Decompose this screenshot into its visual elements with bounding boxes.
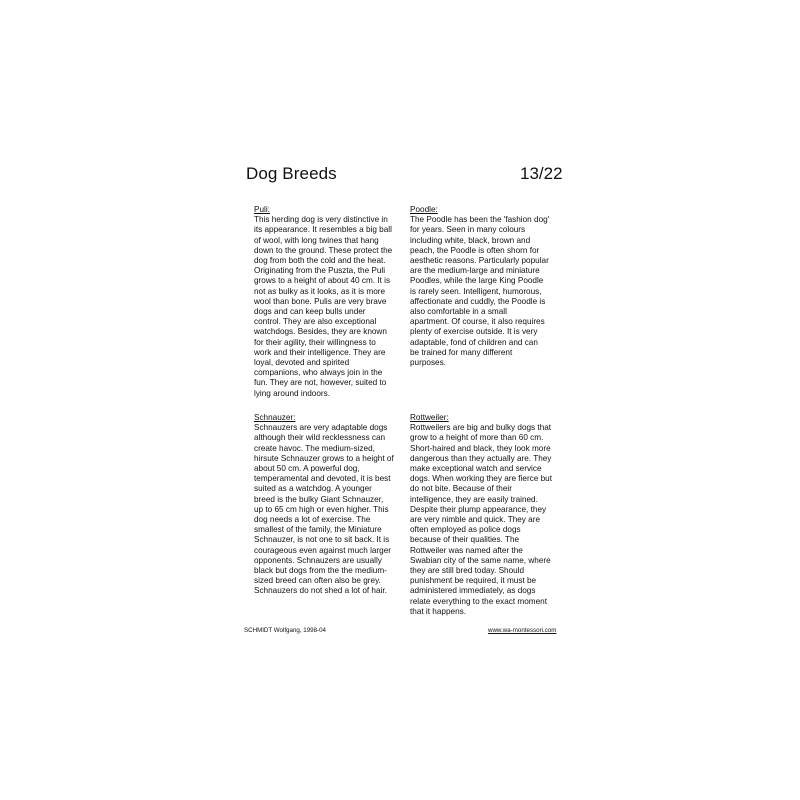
section-heading-schnauzer: Schnauzer:	[254, 413, 296, 422]
page-number: 13/22	[520, 164, 563, 183]
section-body-schnauzer: Schnauzers are very adaptable dogs although their wild recklessness can create havoc. The medium-sized, hirsute Schnauzer grows to a height of about 50 cm. A powerful dog, temperamental and devoted, it is best suited as a watchdog. A younger breed is the bulky Giant Schnauzer, up to 65 cm high or even higher. This dog needs a lot of exercise. The smallest of the family, the Miniature Schnauzer, is not one to sit back. It is courageous even against much larger opponents. Schnauzers are usually black but dogs from the the medium- sized breed can often also be grey. Schnauzers do not shed a lot of hair.	[254, 423, 394, 596]
section-rottweiler	[410, 413, 560, 617]
section-body-rottweiler: Rottweilers are big and bulky dogs that grow to a height of more than 60 cm. Short-haired and black, they look more dangerous than they actually are. They make exceptional watch and service dogs. When working they are fierce but do not bite. Because of their intelligence, they are easily trained. Despite their plump appearance, they are very nimble and quick. They are often employed as police dogs because of their qualities. The Rottweiler was named after the Swabian city of the same name, where they are still bred today. Should punishment be required, it must be administered immediately, as dogs relate everything to the exact moment that it happens.	[410, 423, 552, 616]
section-body-poodle: The Poodle has been the 'fashion dog' for years. Seen in many colours including white, black, brown and peach, the Poodle is often shorn for aesthetic reasons. Particularly popular are the medium-large and miniature Poodles, while the large King Poodle is rarely seen. Intelligent, humorous, affectionate and cuddly, the Poodle is also comfortable in a small apartment. Of course, it also requires plenty of exercise outside. It is very adaptable, fond of children and can be trained for many different purposes.	[410, 215, 550, 368]
page-title: Dog Breeds	[246, 164, 337, 183]
section-puli	[254, 205, 404, 399]
section-heading-puli: Puli:	[254, 205, 270, 214]
section-heading-rottweiler: Rottweiler:	[410, 413, 449, 422]
section-heading-poodle: Poodle:	[410, 205, 438, 214]
footer-website-link[interactable]: www.wa-montessori.com	[488, 627, 557, 634]
section-schnauzer	[254, 413, 404, 597]
section-body-puli: This herding dog is very distinctive in its appearance. It resembles a big ball of wool, with long twines that hang down to the ground. These protect the dog from both the cold and the heat. Originating from the Puszta, the Puli grows to a height of about 40 cm. It is not as bulky as it looks, as it is more wool than bone. Pulis are very brave dogs and can keep bulls under control. They are also exceptional watchdogs. Besides, they are known for their agility, their willingness to work and their intelligence. They are loyal, devoted and spirited companions, who always join in the fun. They are not, however, suited to lying around indoors.	[254, 215, 393, 398]
footer-author: SCHMIDT Wolfgang, 1998-04	[244, 627, 326, 634]
section-poodle	[410, 205, 560, 368]
